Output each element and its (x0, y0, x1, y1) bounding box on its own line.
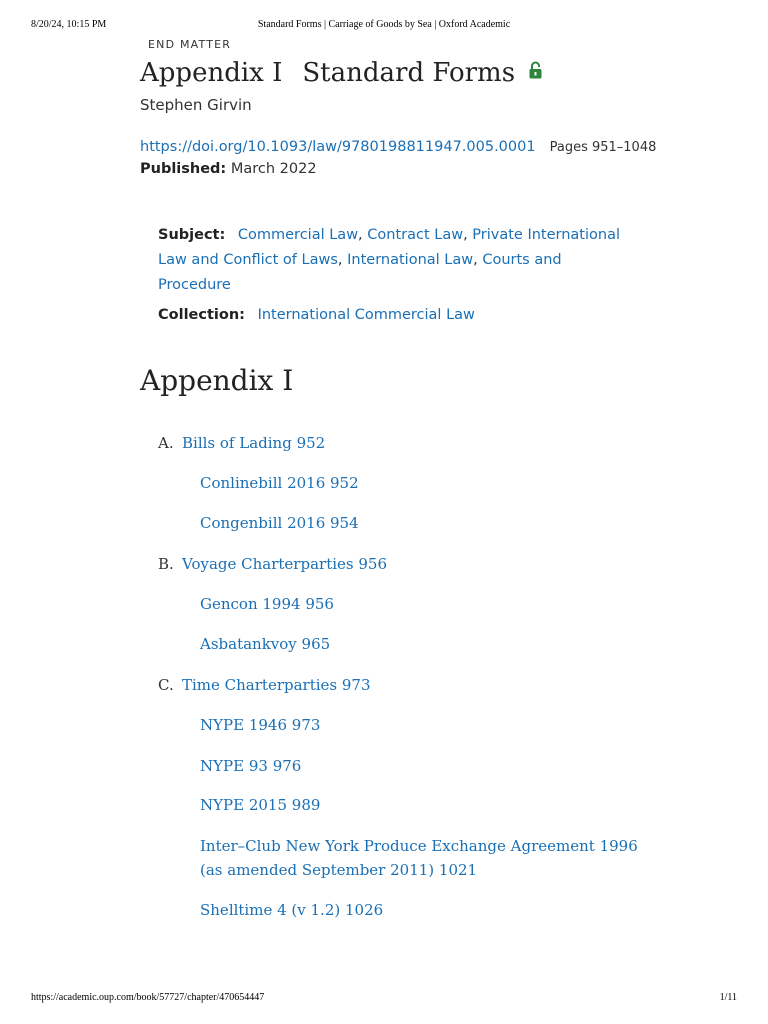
toc-letter: B. (158, 555, 174, 573)
chapter-metadata (158, 223, 628, 328)
toc-link[interactable]: Time Charterparties 973 (182, 676, 371, 694)
collection-label: Collection: (158, 307, 245, 323)
toc-item-gencon[interactable]: Gencon 1994 956 (200, 595, 334, 613)
doi-link[interactable]: https://doi.org/10.1093/law/9780198811947.005.0001 (140, 139, 536, 155)
toc-item-voyage-charterparties[interactable] (158, 555, 387, 573)
section-kicker: END MATTER (148, 38, 232, 51)
subject-separator: , (463, 227, 473, 243)
unlocked-padlock-icon (529, 56, 542, 86)
toc-item-nype-2015[interactable]: NYPE 2015 989 (200, 796, 321, 814)
published-date (140, 161, 317, 177)
toc-letter: A. (158, 434, 174, 452)
print-footer (31, 992, 737, 1006)
collection-row (158, 303, 628, 328)
print-page-title: Standard Forms | Carriage of Goods by Sea | Oxford Academic (257, 19, 511, 30)
print-datetime: 8/20/24, 10:15 PM (31, 19, 107, 30)
subject-row (158, 223, 628, 298)
toc-item-shelltime-4[interactable]: Shelltime 4 (v 1.2) 1026 (200, 901, 384, 919)
published-value: March 2022 (230, 161, 317, 177)
toc-item-time-charterparties[interactable] (158, 676, 371, 694)
toc-letter: C. (158, 676, 174, 694)
doi-row (140, 136, 656, 155)
subject-link[interactable]: Private International Law and Conflict of Laws (158, 227, 621, 268)
toc-item-asbatankvoy[interactable]: Asbatankvoy 965 (200, 635, 331, 653)
print-page-number: 1/11 (719, 992, 737, 1003)
toc-item-congenbill[interactable]: Congenbill 2016 954 (200, 514, 359, 532)
chapter-name: Standard Forms (302, 58, 516, 88)
subject-link[interactable]: Commercial Law (237, 227, 359, 243)
print-header (31, 19, 737, 33)
chapter-title (140, 58, 542, 89)
page-range: Pages 951–1048 (549, 140, 657, 155)
toc-item-nype-1946[interactable]: NYPE 1946 973 (200, 716, 321, 734)
subject-link[interactable]: Courts and Procedure (158, 252, 562, 293)
subject-link[interactable]: Contract Law (367, 227, 464, 243)
chapter-label: Appendix I (140, 58, 283, 88)
toc-item-bills-of-lading[interactable] (158, 434, 325, 452)
toc-link[interactable]: Bills of Lading 952 (182, 434, 326, 452)
toc-link[interactable]: Voyage Charterparties 956 (182, 555, 387, 573)
author-name[interactable]: Stephen Girvin (140, 96, 252, 114)
published-label: Published: (140, 161, 227, 177)
toc-item-nype-93[interactable]: NYPE 93 976 (200, 757, 302, 775)
collection-link[interactable]: International Commercial Law (257, 307, 475, 323)
section-title: Appendix I (140, 364, 294, 397)
subject-separator: , (358, 227, 368, 243)
toc-item-inter-club-agreement[interactable]: Inter–Club New York Produce Exchange Agreement 1996 (as amended September 2011) 1021 (200, 837, 638, 879)
subject-link[interactable]: International Law (347, 252, 474, 268)
subject-label: Subject: (158, 227, 226, 243)
print-url: https://academic.oup.com/book/57727/chapter/470654447 (31, 992, 265, 1003)
subject-separator: , (337, 252, 348, 268)
toc-item-conlinebill[interactable]: Conlinebill 2016 952 (200, 474, 359, 492)
subject-separator: , (473, 252, 483, 268)
